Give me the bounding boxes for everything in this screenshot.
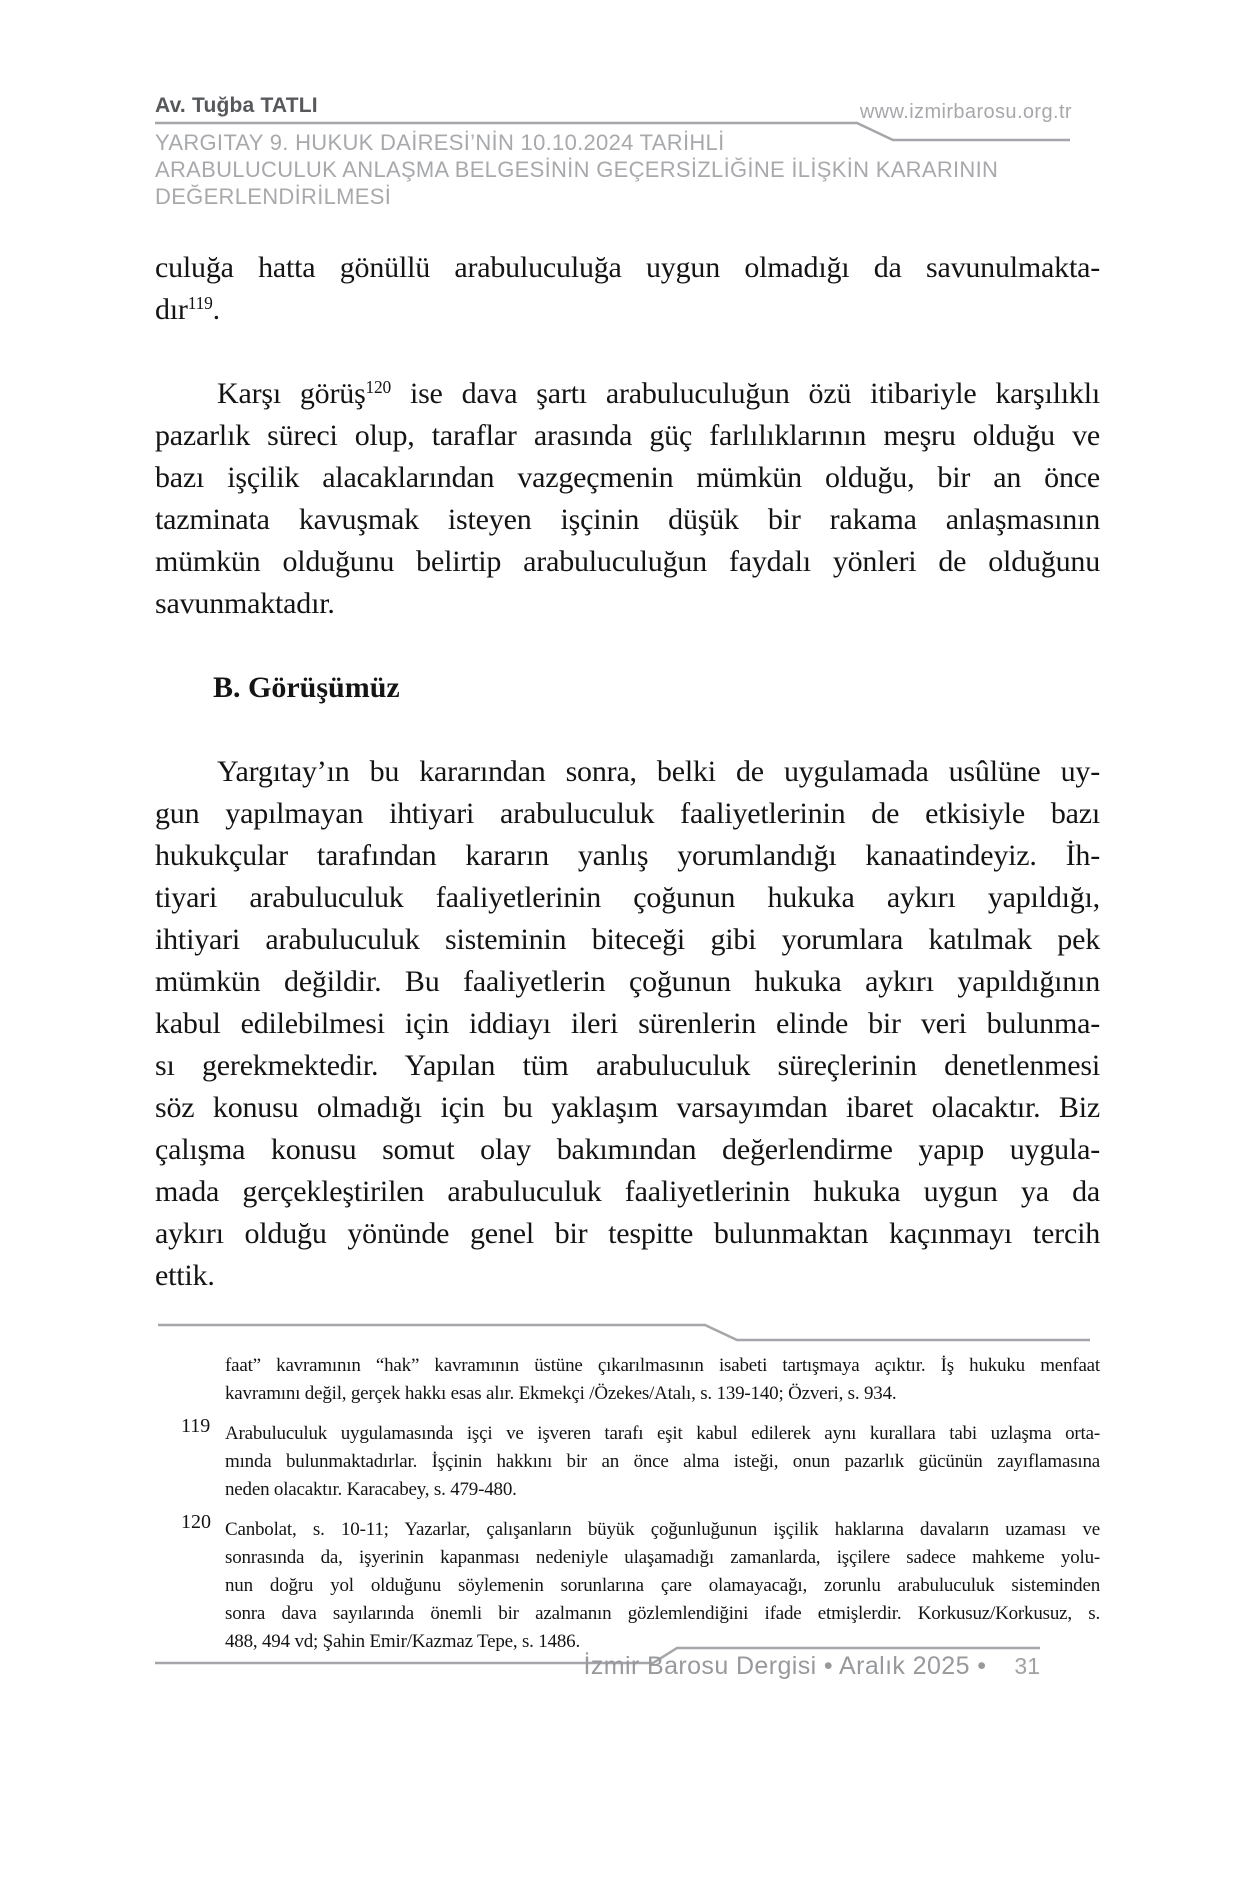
text-line: Yargıtay’ın bu kararından sonra, belki de uygulamada usûlüne uy- [217,755,1100,788]
footnote-line: kavramını değil, gerçek hakkı esas alır. Ekmekçi /Özekes/Atalı, s. 139-140; Özveri, s. 934. [225,1383,897,1404]
text-line: pazarlık süreci olup, taraflar arasında güç farlılıklarının meşru olduğu ve [155,419,1100,452]
footnote-reference: 119 [187,293,213,314]
article-title [155,129,1105,210]
section-heading: B. Görüşümüz [213,671,400,704]
text-line: Karşı görüş$^{120}$ ise dava şartı arabuluculuğun özü itibariyle karşılıklı [217,377,1100,410]
footnote [155,1415,1100,1504]
article-title-line-2: ARABULUCULUK ANLAŞMA BELGESİNİN GEÇERSİZLİĞİNE İLİŞKİN KARARININ [155,157,999,182]
article-title-line-3: DEĞERLENDİRİLMESİ [155,184,392,209]
paragraph [155,247,1100,331]
footnote-line: faat” kavramının “hak” kavramının üstüne çıkarılmasının isabeti tartışmaya açıktır. İş hukuku menfaat [225,1355,1100,1376]
text-line: kabul edilebilmesi için iddiayı ileri sürenlerin elinde bir veri bulunma- [155,1007,1100,1040]
website-url: www.izmirbarosu.org.tr [859,101,1072,123]
footnote-line: Canbolat, s. 10-11; Yazarlar, çalışanların büyük çoğunluğunun işçilik haklarına davaların uzaması ve [225,1519,1100,1540]
footnote-line: neden olacaktır. Karacabey, s. 479-480. [225,1479,517,1500]
journal-name: İzmir Barosu Dergisi • Aralık 2025 • [583,1652,987,1680]
footnote-line: mında bulunmaktadırlar. İşçinin hakkını bir an önce alma isteği, onun pazarlık gücünün zayıflamasına [225,1451,1100,1472]
text-line: dır$^{119}$. [155,293,220,326]
text-line: tiyari arabuluculuk faaliyetlerinin çoğunun hukuka aykırı yapıldığı, [155,881,1100,914]
footnote-number: 119 [181,1415,211,1437]
text-line: savunmaktadır. [155,587,335,620]
footnotes [155,1352,1100,1668]
footnote-line: 488, 494 vd; Şahin Emir/Kazmaz Tepe, s. 1486. [225,1631,581,1652]
article-title-line-1: YARGITAY 9. HUKUK DAİRESİ’NİN 10.10.2024 TARİHLİ [155,130,725,155]
footnote [155,1352,1100,1408]
text-line: ihtiyari arabuluculuk sisteminin biteceği gibi yorumlara katılmak pek [155,923,1100,956]
paragraph [155,373,1100,625]
footnote [155,1511,1100,1656]
footnote-reference: 120 [365,377,392,398]
footnote-line: sonrasında da, işyerinin kapanması nedeniyle ulaşamadığı zamanlarda, işçilere sadece mahkeme yolu- [225,1547,1100,1568]
paragraph [155,751,1100,1297]
text-line: ettik. [155,1259,215,1292]
footnote-number: 120 [181,1511,211,1533]
text-line: aykırı olduğu yönünde genel bir tespitte bulunmaktan kaçınmayı tercih [155,1217,1100,1250]
footnote-line: nun doğru yol olduğunu söylemenin sorunlarına çare olamayacağı, zorunlu arabuluculuk sisteminden [225,1575,1100,1596]
text-line: mada gerçekleştirilen arabuluculuk faaliyetlerinin hukuka uygun ya da [155,1175,1100,1208]
page-number: 31 [1014,1653,1040,1679]
page-footer [584,1652,1040,1681]
text-line: çalışma konusu somut olay bakımından değerlendirme yapıp uygula- [155,1133,1100,1166]
text-line: hukukçular tarafından kararın yanlış yorumlandığı kanaatindeyiz. İh- [155,839,1100,872]
author-name: Av. Tuğba TATLI [155,94,318,117]
text-line: tazminata kavuşmak isteyen işçinin düşük bir rakama anlaşmasının [155,503,1100,536]
text-line: mümkün değildir. Bu faaliyetlerin çoğunun hukuka aykırı yapıldığının [155,965,1100,998]
footnote-line: sonra dava sayılarında önemli bir azalmanın gözlemlendiğini ifade etmişlerdir. Korkusuz/Korkusuz, s. [225,1603,1100,1624]
text-line: culuğa hatta gönüllü arabuluculuğa uygun olmadığı da savunulmakta- [155,251,1100,284]
text-line: sı gerekmektedir. Yapılan tüm arabuluculuk süreçlerinin denetlenmesi [155,1049,1100,1082]
article-body [155,247,1100,1339]
text-line: söz konusu olmadığı için bu yaklaşım varsayımdan ibaret olacaktır. Biz [155,1091,1100,1124]
text-line: gun yapılmayan ihtiyari arabuluculuk faaliyetlerinin de etkisiyle bazı [155,797,1100,830]
footnote-line: Arabuluculuk uygulamasında işçi ve işveren tarafı eşit kabul edilerek aynı kurallara tabi uzlaşma orta- [225,1423,1100,1444]
text-line: bazı işçilik alacaklarından vazgeçmenin mümkün olduğu, bir an önce [155,461,1100,494]
text-line: mümkün olduğunu belirtip arabuluculuğun faydalı yönleri de olduğunu [155,545,1100,578]
